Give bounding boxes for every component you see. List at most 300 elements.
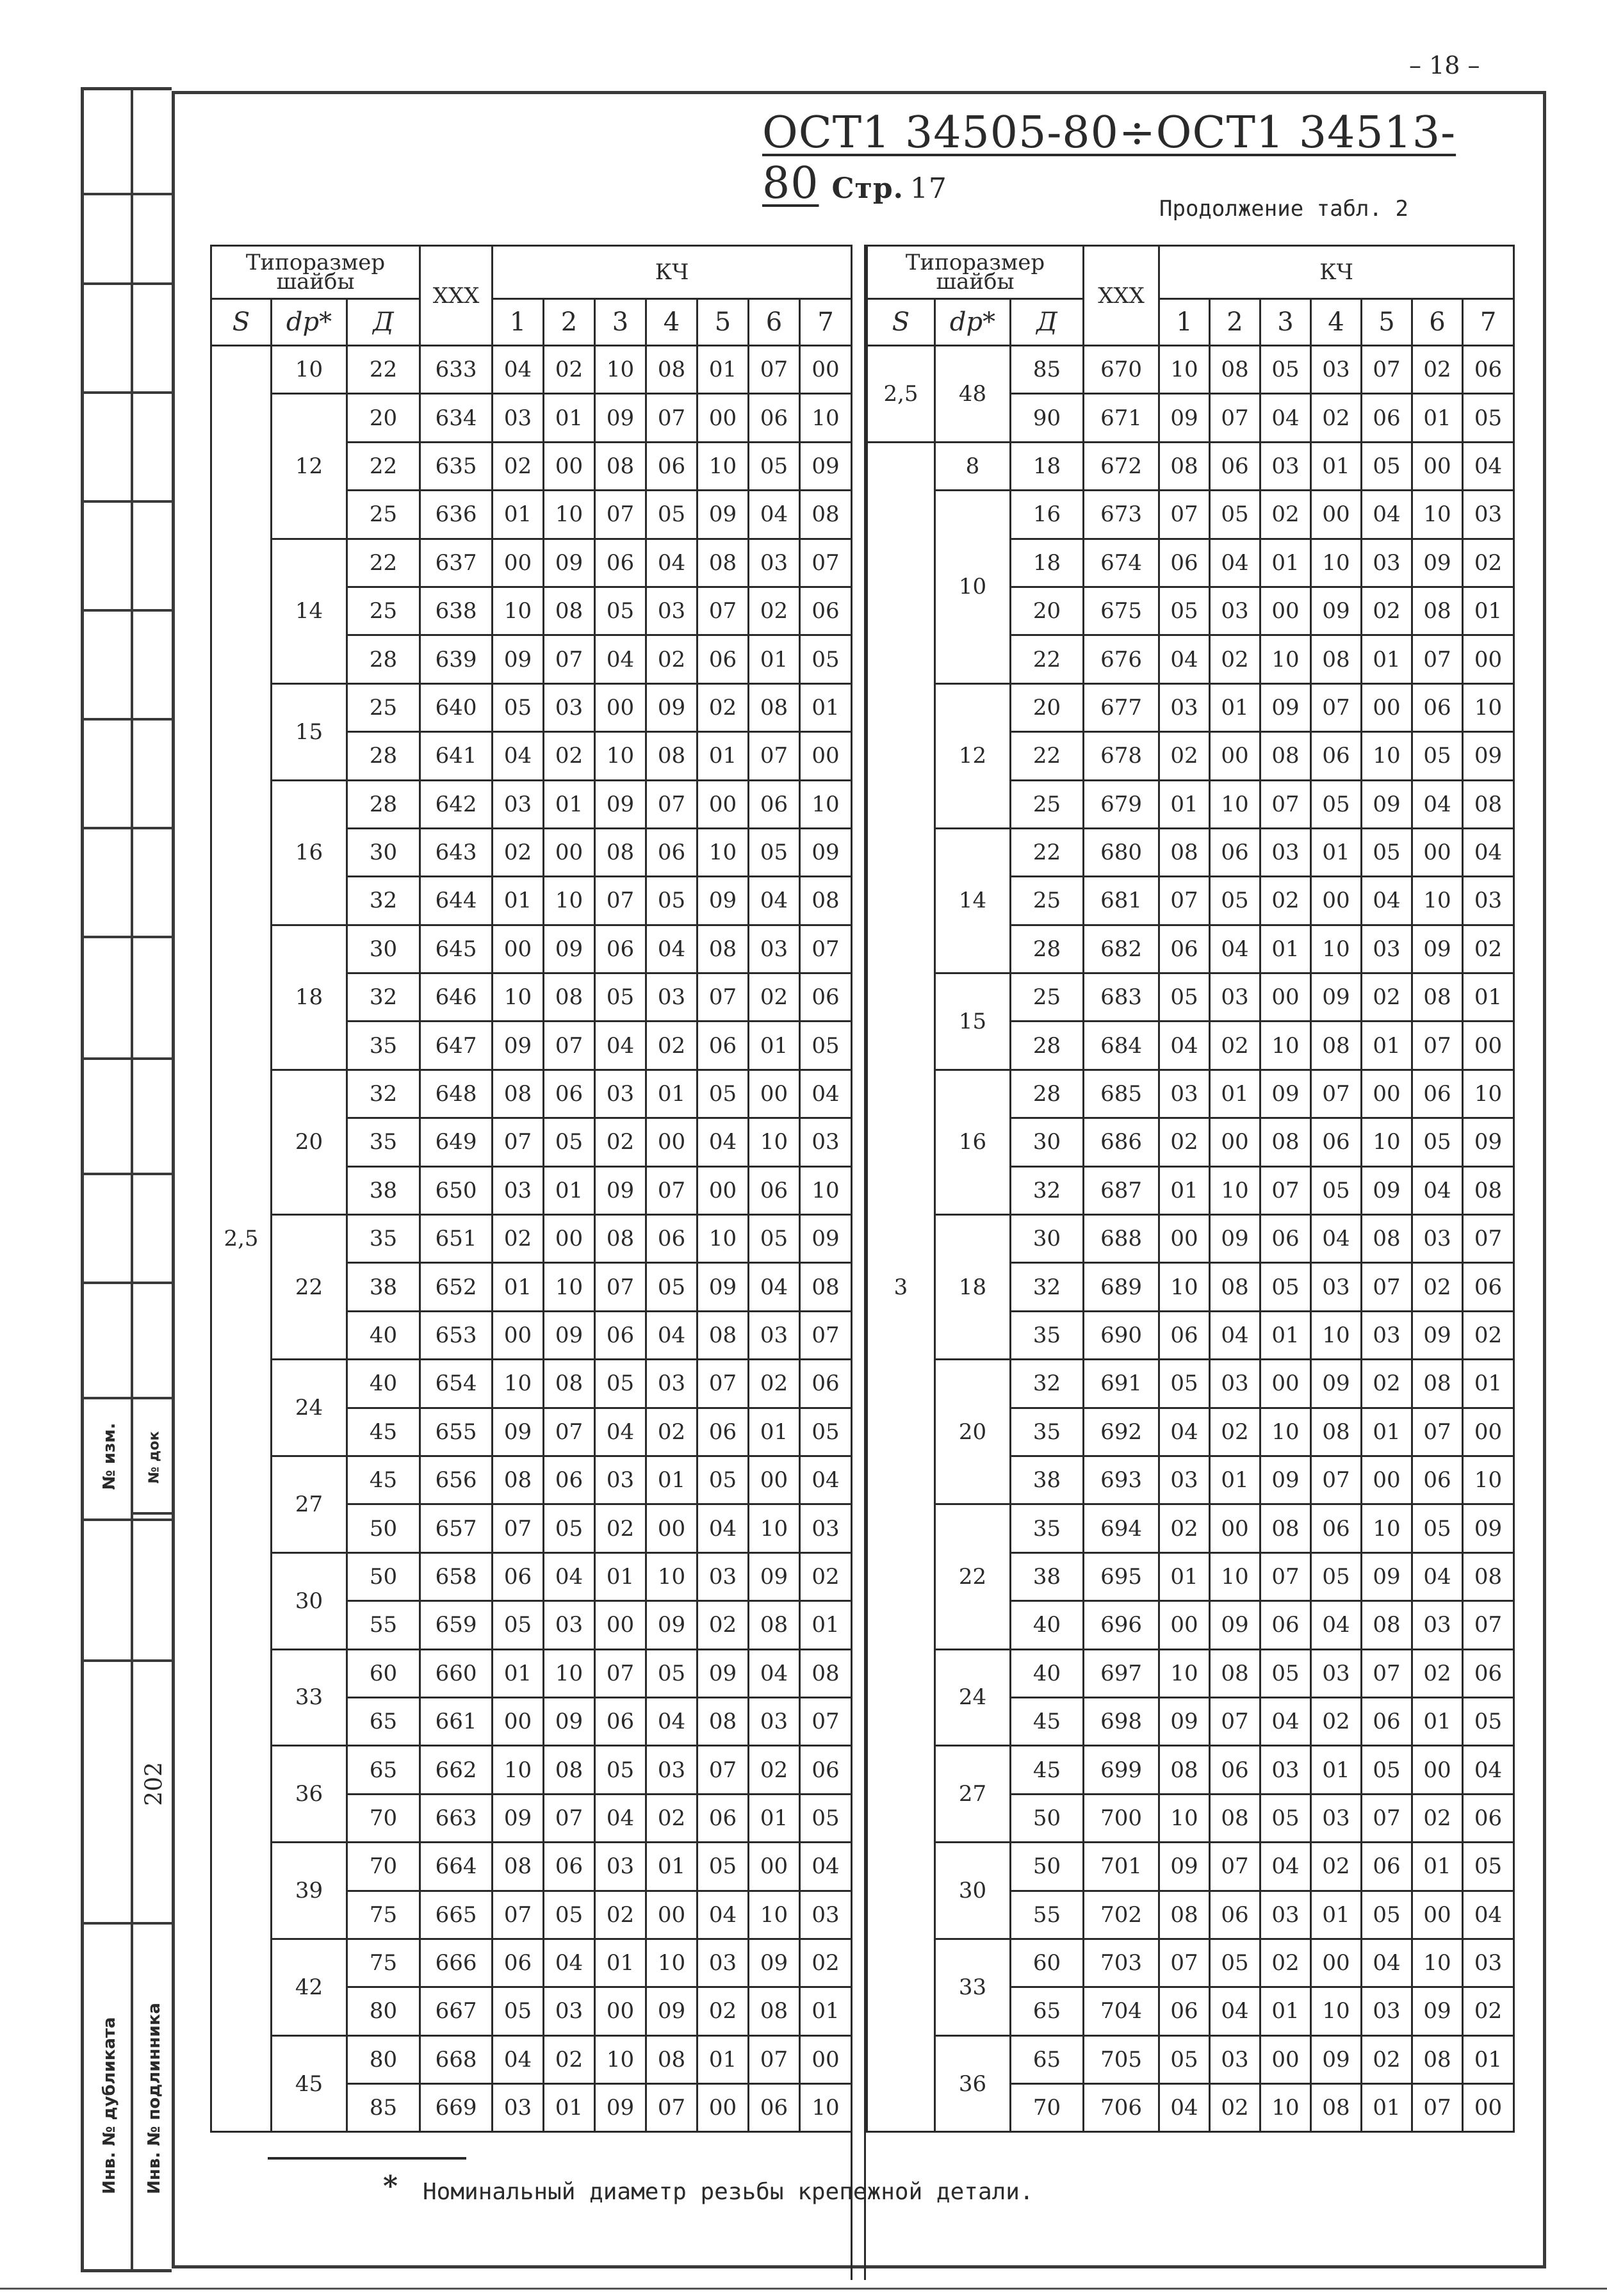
kch-cell: 00 bbox=[1362, 1070, 1412, 1118]
xxx-cell: 669 bbox=[420, 2084, 493, 2132]
kch-cell: 01 bbox=[1362, 2084, 1412, 2132]
kch-col: 1 bbox=[493, 299, 544, 346]
kch-cell: 02 bbox=[1311, 1843, 1362, 1891]
xxx-cell: 678 bbox=[1084, 732, 1159, 780]
xxx-cell: 644 bbox=[420, 877, 493, 925]
kch-cell: 05 bbox=[1311, 780, 1362, 828]
kch-cell: 08 bbox=[800, 1263, 852, 1311]
kch-cell: 06 bbox=[1463, 1649, 1514, 1697]
kch-cell: 01 bbox=[749, 1794, 800, 1842]
d-cell: 70 bbox=[347, 1843, 420, 1891]
kch-cell: 03 bbox=[1311, 1794, 1362, 1842]
kch-cell: 00 bbox=[493, 539, 544, 587]
xxx-cell: 690 bbox=[1084, 1311, 1159, 1359]
kch-cell: 09 bbox=[1311, 587, 1362, 635]
kch-cell: 06 bbox=[1463, 346, 1514, 394]
kch-cell: 04 bbox=[1210, 1987, 1260, 2035]
kch-cell: 03 bbox=[1260, 442, 1311, 490]
kch-cell: 07 bbox=[1311, 683, 1362, 731]
kch-cell: 10 bbox=[493, 1746, 544, 1794]
d-cell: 30 bbox=[1011, 1118, 1084, 1166]
kch-cell: 02 bbox=[544, 732, 595, 780]
kch-cell: 02 bbox=[1463, 1987, 1514, 2035]
kch-cell: 04 bbox=[1362, 1939, 1412, 1987]
kch-cell: 03 bbox=[1159, 1070, 1210, 1118]
kch-cell: 08 bbox=[544, 973, 595, 1022]
kch-cell: 04 bbox=[595, 635, 646, 683]
xxx-cell: 648 bbox=[420, 1070, 493, 1118]
kch-cell: 05 bbox=[544, 1891, 595, 1939]
kch-cell: 02 bbox=[493, 1215, 544, 1263]
kch-cell: 00 bbox=[749, 1843, 800, 1891]
kch-cell: 10 bbox=[1159, 346, 1210, 394]
xxx-cell: 665 bbox=[420, 1891, 493, 1939]
kch-cell: 09 bbox=[493, 1794, 544, 1842]
kch-cell: 00 bbox=[1210, 1504, 1260, 1552]
kch-cell: 00 bbox=[697, 394, 749, 442]
kch-cell: 01 bbox=[1412, 1843, 1463, 1891]
kch-col: 4 bbox=[1311, 299, 1362, 346]
kch-cell: 00 bbox=[1362, 1456, 1412, 1504]
kch-cell: 03 bbox=[1362, 1987, 1412, 2035]
d-cell: 45 bbox=[1011, 1746, 1084, 1794]
kch-cell: 09 bbox=[800, 828, 852, 876]
kch-cell: 06 bbox=[646, 828, 697, 876]
kch-cell: 05 bbox=[749, 828, 800, 876]
kch-cell: 09 bbox=[1260, 1456, 1311, 1504]
xxx-cell: 668 bbox=[420, 2035, 493, 2083]
kch-cell: 00 bbox=[1311, 1939, 1362, 1987]
d-cell: 40 bbox=[347, 1360, 420, 1408]
kch-cell: 02 bbox=[1463, 539, 1514, 587]
kch-cell: 07 bbox=[1463, 1215, 1514, 1263]
kch-cell: 09 bbox=[595, 1166, 646, 1214]
kch-cell: 04 bbox=[1463, 1891, 1514, 1939]
kch-cell: 05 bbox=[1159, 973, 1210, 1022]
kch-cell: 04 bbox=[1412, 1166, 1463, 1214]
kch-cell: 01 bbox=[1463, 973, 1514, 1022]
d-cell: 25 bbox=[347, 587, 420, 635]
kch-cell: 04 bbox=[646, 539, 697, 587]
kch-cell: 02 bbox=[1260, 491, 1311, 539]
xxx-cell: 694 bbox=[1084, 1504, 1159, 1552]
kch-cell: 00 bbox=[749, 1456, 800, 1504]
d-cell: 28 bbox=[347, 635, 420, 683]
kch-cell: 10 bbox=[1311, 1311, 1362, 1359]
kch-cell: 09 bbox=[1210, 1215, 1260, 1263]
kch-cell: 00 bbox=[1311, 877, 1362, 925]
kch-cell: 03 bbox=[544, 1987, 595, 2035]
dp-cell: 36 bbox=[272, 1746, 347, 1843]
xxx-cell: 687 bbox=[1084, 1166, 1159, 1214]
kch-cell: 05 bbox=[1412, 732, 1463, 780]
kch-cell: 07 bbox=[646, 1166, 697, 1214]
kch-cell: 09 bbox=[646, 1601, 697, 1649]
kch-cell: 04 bbox=[1412, 780, 1463, 828]
kch-cell: 08 bbox=[697, 1311, 749, 1359]
kch-cell: 02 bbox=[1159, 732, 1210, 780]
xxx-cell: 646 bbox=[420, 973, 493, 1022]
d-cell: 32 bbox=[1011, 1166, 1084, 1214]
kch-cell: 03 bbox=[1412, 1215, 1463, 1263]
kch-cell: 01 bbox=[544, 394, 595, 442]
kch-cell: 02 bbox=[1311, 394, 1362, 442]
kch-cell: 01 bbox=[697, 732, 749, 780]
kch-cell: 04 bbox=[646, 1311, 697, 1359]
kch-cell: 10 bbox=[1260, 1022, 1311, 1070]
dp-cell: 18 bbox=[935, 1215, 1011, 1360]
xxx-cell: 698 bbox=[1084, 1697, 1159, 1745]
kch-cell: 00 bbox=[1463, 635, 1514, 683]
table-row bbox=[867, 1360, 1514, 1408]
kch-cell: 00 bbox=[544, 828, 595, 876]
kch-cell: 10 bbox=[493, 1360, 544, 1408]
kch-cell: 03 bbox=[544, 1601, 595, 1649]
kch-cell: 10 bbox=[1210, 1166, 1260, 1214]
xxx-cell: 671 bbox=[1084, 394, 1159, 442]
kch-cell: 05 bbox=[800, 1022, 852, 1070]
kch-cell: 06 bbox=[595, 539, 646, 587]
kch-cell: 09 bbox=[800, 442, 852, 490]
kch-cell: 00 bbox=[544, 442, 595, 490]
xxx-cell: 673 bbox=[1084, 491, 1159, 539]
dp-cell: 42 bbox=[272, 1939, 347, 2035]
kch-cell: 08 bbox=[1260, 732, 1311, 780]
kch-cell: 04 bbox=[1362, 491, 1412, 539]
kch-cell: 01 bbox=[1412, 394, 1463, 442]
table-row bbox=[211, 539, 852, 587]
kch-cell: 03 bbox=[493, 780, 544, 828]
kch-cell: 07 bbox=[544, 635, 595, 683]
kch-cell: 02 bbox=[646, 635, 697, 683]
kch-cell: 03 bbox=[1311, 346, 1362, 394]
kch-cell: 08 bbox=[1412, 2035, 1463, 2083]
size-group-header: Типоразмер шайбы bbox=[867, 246, 1084, 299]
footnote-marker: * bbox=[383, 2170, 398, 2202]
d-cell: 18 bbox=[1011, 442, 1084, 490]
d-cell: 50 bbox=[1011, 1794, 1084, 1842]
dp-cell: 16 bbox=[272, 780, 347, 925]
d-cell: 65 bbox=[1011, 2035, 1084, 2083]
kch-cell: 06 bbox=[1412, 683, 1463, 731]
d-cell: 35 bbox=[347, 1118, 420, 1166]
kch-cell: 03 bbox=[1412, 1601, 1463, 1649]
kch-cell: 06 bbox=[595, 1311, 646, 1359]
xxx-cell: 703 bbox=[1084, 1939, 1159, 1987]
kch-cell: 03 bbox=[493, 394, 544, 442]
kch-cell: 04 bbox=[1260, 1697, 1311, 1745]
xxx-cell: 667 bbox=[420, 1987, 493, 2035]
kch-cell: 04 bbox=[1463, 1746, 1514, 1794]
kch-cell: 00 bbox=[646, 1504, 697, 1552]
kch-cell: 04 bbox=[1362, 877, 1412, 925]
xxx-cell: 636 bbox=[420, 491, 493, 539]
kch-cell: 09 bbox=[1311, 973, 1362, 1022]
s-cell: 2,5 bbox=[211, 346, 272, 2132]
kch-cell: 09 bbox=[1311, 2035, 1362, 2083]
kch-cell: 03 bbox=[749, 539, 800, 587]
kch-cell: 01 bbox=[749, 1408, 800, 1456]
kch-cell: 10 bbox=[1210, 1552, 1260, 1600]
table-row bbox=[211, 780, 852, 828]
d-cell: 18 bbox=[1011, 539, 1084, 587]
kch-cell: 02 bbox=[1412, 1794, 1463, 1842]
kch-cell: 09 bbox=[544, 925, 595, 973]
kch-cell: 00 bbox=[1159, 1601, 1210, 1649]
xxx-cell: 682 bbox=[1084, 925, 1159, 973]
kch-cell: 08 bbox=[1311, 1408, 1362, 1456]
kch-cell: 10 bbox=[800, 1166, 852, 1214]
d-cell: 30 bbox=[347, 828, 420, 876]
kch-cell: 00 bbox=[1260, 587, 1311, 635]
kch-cell: 02 bbox=[697, 683, 749, 731]
xxx-cell: 676 bbox=[1084, 635, 1159, 683]
kch-cell: 08 bbox=[493, 1070, 544, 1118]
kch-cell: 05 bbox=[697, 1456, 749, 1504]
xxx-cell: 666 bbox=[420, 1939, 493, 1987]
kch-cell: 08 bbox=[800, 877, 852, 925]
kch-cell: 10 bbox=[749, 1891, 800, 1939]
kch-cell: 07 bbox=[493, 1118, 544, 1166]
d-cell: 45 bbox=[1011, 1697, 1084, 1745]
kch-cell: 08 bbox=[595, 1215, 646, 1263]
kch-cell: 06 bbox=[1412, 1456, 1463, 1504]
kch-cell: 07 bbox=[1311, 1456, 1362, 1504]
d-cell: 85 bbox=[347, 2084, 420, 2132]
kch-cell: 04 bbox=[697, 1118, 749, 1166]
d-cell: 55 bbox=[347, 1601, 420, 1649]
kch-cell: 05 bbox=[493, 1601, 544, 1649]
d-cell: 70 bbox=[347, 1794, 420, 1842]
kch-cell: 05 bbox=[493, 683, 544, 731]
kch-col: 7 bbox=[1463, 299, 1514, 346]
kch-cell: 04 bbox=[1260, 1843, 1311, 1891]
table-row bbox=[211, 1070, 852, 1118]
kch-cell: 06 bbox=[749, 1166, 800, 1214]
dp-cell: 20 bbox=[935, 1360, 1011, 1504]
kch-cell: 02 bbox=[1210, 635, 1260, 683]
kch-cell: 03 bbox=[595, 1070, 646, 1118]
xxx-cell: 704 bbox=[1084, 1987, 1159, 2035]
kch-cell: 01 bbox=[1159, 1552, 1210, 1600]
kch-cell: 04 bbox=[595, 1408, 646, 1456]
table-row bbox=[867, 1070, 1514, 1118]
kch-cell: 06 bbox=[1159, 1987, 1210, 2035]
kch-cell: 05 bbox=[595, 1360, 646, 1408]
d-cell: 32 bbox=[1011, 1360, 1084, 1408]
kch-cell: 07 bbox=[646, 780, 697, 828]
xxx-cell: 672 bbox=[1084, 442, 1159, 490]
d-cell: 65 bbox=[347, 1697, 420, 1745]
kch-cell: 09 bbox=[646, 683, 697, 731]
kch-cell: 04 bbox=[1463, 828, 1514, 876]
xxx-cell: 659 bbox=[420, 1601, 493, 1649]
kch-cell: 04 bbox=[1210, 539, 1260, 587]
kch-cell: 09 bbox=[493, 635, 544, 683]
kch-cell: 03 bbox=[749, 1697, 800, 1745]
d-cell: 75 bbox=[347, 1891, 420, 1939]
d-cell: 60 bbox=[1011, 1939, 1084, 1987]
kch-cell: 07 bbox=[1210, 394, 1260, 442]
kch-cell: 04 bbox=[493, 346, 544, 394]
kch-cell: 07 bbox=[1412, 635, 1463, 683]
d-cell: 40 bbox=[1011, 1649, 1084, 1697]
kch-cell: 06 bbox=[1210, 442, 1260, 490]
kch-cell: 05 bbox=[1260, 346, 1311, 394]
xxx-cell: 677 bbox=[1084, 683, 1159, 731]
kch-cell: 06 bbox=[1210, 1746, 1260, 1794]
xxx-cell: 700 bbox=[1084, 1794, 1159, 1842]
kch-cell: 07 bbox=[749, 346, 800, 394]
xxx-cell: 653 bbox=[420, 1311, 493, 1359]
kch-cell: 02 bbox=[749, 973, 800, 1022]
d-cell: 45 bbox=[347, 1408, 420, 1456]
kch-cell: 08 bbox=[1210, 1794, 1260, 1842]
size-group-header: Типоразмер шайбы bbox=[211, 246, 420, 299]
d-cell: 22 bbox=[1011, 635, 1084, 683]
kch-cell: 02 bbox=[595, 1118, 646, 1166]
kch-cell: 06 bbox=[1159, 925, 1210, 973]
kch-cell: 10 bbox=[1260, 2084, 1311, 2132]
d-cell: 50 bbox=[347, 1552, 420, 1600]
kch-cell: 05 bbox=[493, 1987, 544, 2035]
kch-cell: 07 bbox=[646, 394, 697, 442]
dp-cell: 30 bbox=[272, 1552, 347, 1649]
kch-cell: 10 bbox=[1463, 1070, 1514, 1118]
dp-cell: 33 bbox=[272, 1649, 347, 1746]
kch-cell: 02 bbox=[1210, 1022, 1260, 1070]
kch-cell: 04 bbox=[1311, 1601, 1362, 1649]
d-cell: 38 bbox=[347, 1263, 420, 1311]
kch-cell: 07 bbox=[595, 1263, 646, 1311]
kch-cell: 03 bbox=[697, 1939, 749, 1987]
kch-cell: 01 bbox=[646, 1456, 697, 1504]
d-cell: 35 bbox=[1011, 1311, 1084, 1359]
table-row bbox=[211, 1746, 852, 1794]
table-row bbox=[867, 1215, 1514, 1263]
kch-cell: 02 bbox=[1311, 1697, 1362, 1745]
xxx-cell: 637 bbox=[420, 539, 493, 587]
kch-cell: 02 bbox=[544, 2035, 595, 2083]
table-row bbox=[867, 828, 1514, 876]
kch-cell: 05 bbox=[595, 587, 646, 635]
kch-cell: 04 bbox=[1159, 2084, 1210, 2132]
kch-cell: 00 bbox=[1362, 683, 1412, 731]
kch-cell: 05 bbox=[1311, 1552, 1362, 1600]
kch-cell: 07 bbox=[749, 2035, 800, 2083]
d-cell: 35 bbox=[1011, 1504, 1084, 1552]
kch-cell: 07 bbox=[697, 587, 749, 635]
xxx-cell: 701 bbox=[1084, 1843, 1159, 1891]
kch-cell: 10 bbox=[1412, 491, 1463, 539]
kch-cell: 03 bbox=[646, 1746, 697, 1794]
xxx-cell: 635 bbox=[420, 442, 493, 490]
kch-cell: 09 bbox=[1463, 732, 1514, 780]
dp-cell: 24 bbox=[935, 1649, 1011, 1746]
kch-cell: 06 bbox=[1159, 539, 1210, 587]
kch-cell: 02 bbox=[1210, 1408, 1260, 1456]
kch-cell: 10 bbox=[1362, 732, 1412, 780]
table-row bbox=[867, 2035, 1514, 2083]
d-cell: 25 bbox=[347, 683, 420, 731]
kch-cell: 07 bbox=[1159, 1939, 1210, 1987]
kch-cell: 08 bbox=[1463, 1552, 1514, 1600]
kch-cell: 02 bbox=[1463, 925, 1514, 973]
kch-col: 2 bbox=[1210, 299, 1260, 346]
kch-cell: 10 bbox=[493, 973, 544, 1022]
kch-cell: 04 bbox=[749, 877, 800, 925]
kch-cell: 10 bbox=[1362, 1118, 1412, 1166]
kch-cell: 09 bbox=[1210, 1601, 1260, 1649]
dp-cell: 10 bbox=[272, 346, 347, 394]
kch-cell: 01 bbox=[544, 2084, 595, 2132]
kch-cell: 06 bbox=[544, 1070, 595, 1118]
kch-cell: 05 bbox=[800, 1408, 852, 1456]
kch-cell: 09 bbox=[1260, 683, 1311, 731]
kch-cell: 06 bbox=[1311, 1504, 1362, 1552]
xxx-cell: 663 bbox=[420, 1794, 493, 1842]
table-row bbox=[211, 1360, 852, 1408]
kch-cell: 08 bbox=[800, 1649, 852, 1697]
kch-cell: 00 bbox=[1210, 732, 1260, 780]
kch-cell: 10 bbox=[1311, 925, 1362, 973]
kch-cell: 05 bbox=[1159, 587, 1210, 635]
kch-cell: 06 bbox=[1260, 1601, 1311, 1649]
kch-cell: 05 bbox=[697, 1843, 749, 1891]
kch-col: 5 bbox=[697, 299, 749, 346]
d-cell: 22 bbox=[347, 539, 420, 587]
kch-cell: 10 bbox=[493, 587, 544, 635]
kch-cell: 10 bbox=[544, 877, 595, 925]
kch-cell: 04 bbox=[697, 1504, 749, 1552]
kch-cell: 03 bbox=[1260, 1746, 1311, 1794]
kch-cell: 09 bbox=[646, 1987, 697, 2035]
kch-cell: 04 bbox=[749, 491, 800, 539]
kch-cell: 05 bbox=[544, 1118, 595, 1166]
kch-cell: 07 bbox=[800, 1311, 852, 1359]
d-header: Д bbox=[347, 299, 420, 346]
kch-cell: 05 bbox=[595, 973, 646, 1022]
kch-cell: 09 bbox=[493, 1408, 544, 1456]
kch-cell: 08 bbox=[1260, 1504, 1311, 1552]
kch-cell: 01 bbox=[493, 1263, 544, 1311]
kch-cell: 05 bbox=[1159, 2035, 1210, 2083]
table-row bbox=[867, 491, 1514, 539]
kch-cell: 04 bbox=[800, 1456, 852, 1504]
kch-cell: 05 bbox=[1210, 1939, 1260, 1987]
kch-cell: 06 bbox=[1210, 828, 1260, 876]
kch-cell: 05 bbox=[595, 1746, 646, 1794]
kch-cell: 09 bbox=[493, 1022, 544, 1070]
xxx-cell: 641 bbox=[420, 732, 493, 780]
d-cell: 80 bbox=[347, 1987, 420, 2035]
kch-cell: 10 bbox=[697, 442, 749, 490]
kch-cell: 07 bbox=[800, 539, 852, 587]
d-cell: 20 bbox=[1011, 587, 1084, 635]
kch-cell: 02 bbox=[1362, 973, 1412, 1022]
kch-cell: 01 bbox=[493, 491, 544, 539]
kch-cell: 10 bbox=[800, 780, 852, 828]
kch-cell: 01 bbox=[1210, 683, 1260, 731]
kch-cell: 05 bbox=[646, 1649, 697, 1697]
kch-cell: 02 bbox=[544, 346, 595, 394]
d-cell: 22 bbox=[1011, 828, 1084, 876]
kch-cell: 09 bbox=[749, 1552, 800, 1600]
kch-cell: 09 bbox=[697, 1263, 749, 1311]
kch-cell: 07 bbox=[1159, 491, 1210, 539]
d-cell: 38 bbox=[1011, 1552, 1084, 1600]
kch-cell: 07 bbox=[1210, 1843, 1260, 1891]
